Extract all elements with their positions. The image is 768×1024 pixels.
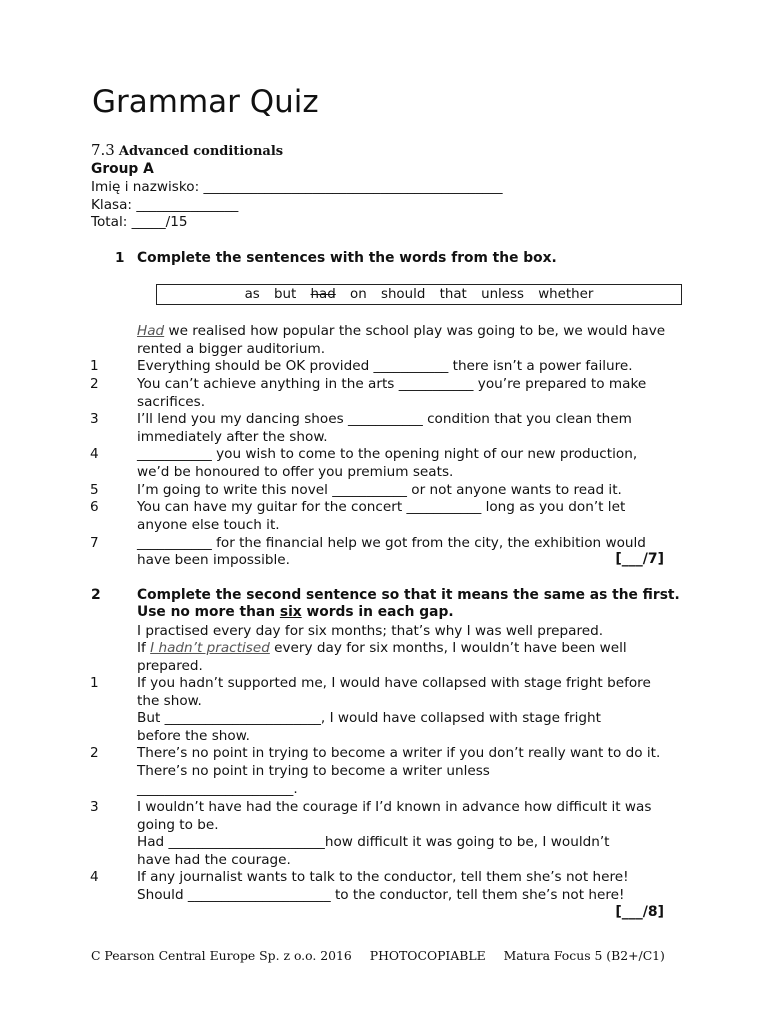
box-word: should (380, 287, 426, 302)
ex1-score: [___/7] (615, 551, 664, 567)
ex1-item-7-cont: have been impossible. (137, 552, 290, 568)
group-label: Group A (91, 161, 154, 177)
item-number: 6 (90, 499, 99, 515)
ex2-item-1-cont: the show. (137, 693, 202, 709)
item-number: 7 (90, 535, 99, 551)
box-word: as (244, 287, 260, 302)
ex2-item-1-answer-cont: before the show. (137, 728, 250, 744)
footer (91, 948, 679, 963)
ex2-item-4-answer[interactable]: Should _____________________ to the conductor, tell them she’s not here! (137, 887, 625, 903)
item-number: 5 (90, 482, 99, 498)
ex2-item-2-answer[interactable]: _______________________. (137, 781, 298, 797)
exercise-2-instruction-cont: Use no more than six words in each gap. (137, 604, 454, 620)
ex1-item-2: You can’t achieve anything in the arts ___________ you’re prepared to make (137, 376, 647, 392)
total-field[interactable]: Total: _____/15 (91, 214, 188, 230)
ex1-item-5: I’m going to write this novel ___________ or not anyone wants to read it. (137, 482, 622, 498)
page-title: Grammar Quiz (92, 84, 319, 120)
ex2-score: [___/8] (615, 904, 664, 920)
ex1-item-3: I’ll lend you my dancing shoes ___________ condition that you clean them (137, 411, 632, 427)
ex1-item-4-cont: we’d be honoured to offer you premium seats. (137, 464, 454, 480)
section-title: Advanced conditionals (118, 144, 284, 159)
ex2-item-3-answer[interactable]: Had _______________________how difficult it was going to be, I wouldn’t (137, 834, 610, 850)
box-word: whether (538, 287, 594, 302)
item-number: 4 (90, 446, 99, 462)
box-word: unless (481, 287, 524, 302)
ex1-item-4: ___________ you wish to come to the opening night of our new production, (137, 446, 638, 462)
ex2-item-4: If any journalist wants to talk to the conductor, tell them she’s not here! (137, 869, 629, 885)
ex2-example-original: I practised every day for six months; that’s why I was well prepared. (137, 623, 604, 639)
box-word: that (439, 287, 467, 302)
ex2-item-2-rewrite: There’s no point in trying to become a writer unless (137, 763, 490, 779)
item-number: 1 (90, 675, 99, 691)
item-number: 3 (90, 411, 99, 427)
footer-book: Matura Focus 5 (B2+/C1) (503, 948, 665, 963)
ex1-example-cont: rented a bigger auditorium. (137, 341, 326, 357)
exercise-1-number: 1 (115, 250, 125, 266)
exercise-2-number: 2 (91, 587, 101, 603)
box-word: but (274, 287, 297, 302)
ex2-item-2: There’s no point in trying to become a writer if you don’t really want to do it. (137, 745, 661, 761)
item-number: 3 (90, 799, 99, 815)
item-number: 2 (90, 745, 99, 761)
footer-photocopiable: PHOTOCOPIABLE (369, 948, 486, 963)
ex2-item-1-answer[interactable]: But _______________________, I would have collapsed with stage fright (137, 710, 601, 726)
box-word: on (350, 287, 367, 302)
ex1-item-6: You can have my guitar for the concert ___________ long as you don’t let (137, 499, 626, 515)
ex1-example: Had we realised how popular the school play was going to be, we would have (137, 323, 666, 339)
ex1-item-2-cont: sacrifices. (137, 394, 206, 410)
footer-copyright: C Pearson Central Europe Sp. z o.o. 2016 (91, 948, 352, 963)
ex2-item-1: If you hadn’t supported me, I would have collapsed with stage fright before (137, 675, 651, 691)
ex2-example-rewrite: If I hadn’t practised every day for six months, I wouldn’t have been well (137, 640, 627, 656)
example-answer: I hadn’t practised (150, 640, 270, 656)
word-box (156, 284, 682, 305)
item-number: 1 (90, 358, 99, 374)
item-number: 4 (90, 869, 99, 885)
box-word-used: had (310, 287, 336, 302)
example-answer: Had (137, 323, 165, 339)
ex2-example-rewrite-cont: prepared. (137, 658, 203, 674)
ex2-item-3-answer-cont: have had the courage. (137, 852, 291, 868)
ex2-item-3: I wouldn’t have had the courage if I’d known in advance how difficult it was (137, 799, 652, 815)
section-heading (91, 141, 283, 159)
ex1-item-7: ___________ for the financial help we got from the city, the exhibition would (137, 535, 646, 551)
name-field[interactable]: Imię i nazwisko: ____________________________________________ (91, 179, 503, 195)
class-field[interactable]: Klasa: _______________ (91, 197, 239, 213)
ex1-item-1: Everything should be OK provided ___________ there isn’t a power failure. (137, 358, 633, 374)
ex1-item-3-cont: immediately after the show. (137, 429, 328, 445)
ex1-item-6-cont: anyone else touch it. (137, 517, 280, 533)
ex2-item-3-cont: going to be. (137, 817, 219, 833)
exercise-1-instruction: Complete the sentences with the words from the box. (137, 250, 557, 266)
section-number: 7.3 (91, 141, 115, 159)
item-number: 2 (90, 376, 99, 392)
exercise-2-instruction: Complete the second sentence so that it means the same as the first. (137, 587, 680, 603)
